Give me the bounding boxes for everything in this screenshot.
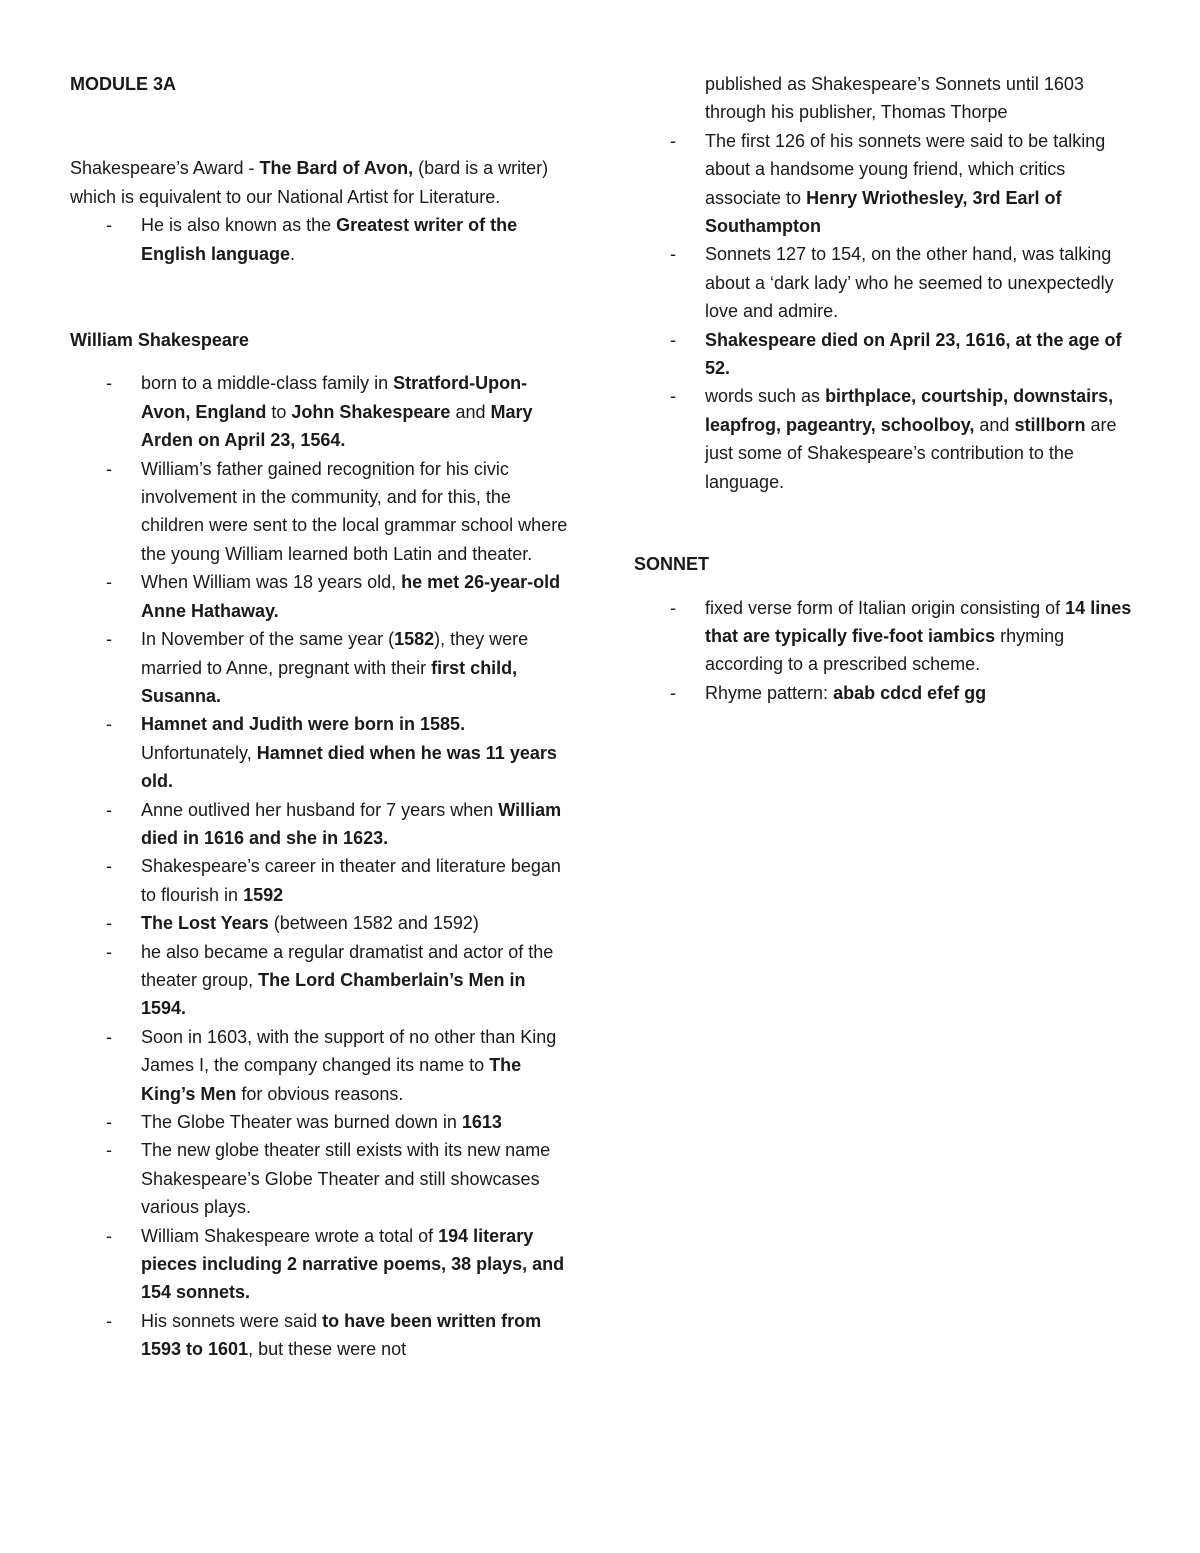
text-run: for obvious reasons. xyxy=(236,1083,404,1104)
text-run: Anne outlived her husband for 7 years when xyxy=(141,799,499,820)
bold-text: Mary Arden on April 23, 1564. xyxy=(141,401,533,451)
list-item xyxy=(634,326,1134,383)
text-run: Unfortunately, xyxy=(141,742,257,763)
list-item xyxy=(70,455,570,569)
list-item xyxy=(70,625,570,710)
list-item xyxy=(70,909,570,937)
text-run: Shakespeare’s career in theater and literature began to flourish in xyxy=(141,856,561,905)
bold-text: 194 literary pieces including 2 narrative poems, 38 plays, and 154 sonnets. xyxy=(141,1225,565,1303)
text-run: fixed verse form of Italian origin consisting of xyxy=(705,597,1066,618)
text-run: , but these were not xyxy=(248,1339,407,1360)
text-run: (bard is a writer) which is equivalent to our National Artist for Literature. xyxy=(70,158,549,207)
text-run: words such as xyxy=(705,386,826,407)
text-run: Soon in 1603, with the support of no other than King James I, the company changed its name to xyxy=(141,1026,557,1076)
list-item xyxy=(634,679,1134,707)
list-item xyxy=(70,1136,570,1221)
list-item xyxy=(70,1307,570,1364)
list-item xyxy=(634,240,1134,325)
text-run: The Globe Theater was burned down in xyxy=(141,1112,462,1132)
text-run: and xyxy=(974,414,1015,435)
text-run: ), they were married to Anne, pregnant with their xyxy=(141,629,529,678)
bold-text: stillborn xyxy=(1014,414,1086,435)
bold-text: he met 26-year-old Anne Hathaway. xyxy=(141,572,561,621)
left-column xyxy=(70,70,570,1364)
list-item xyxy=(634,382,1134,496)
text-run: He is also known as the xyxy=(141,215,337,236)
bold-text: Hamnet died when he was 11 years old. xyxy=(141,742,557,792)
text-run: William’s father gained recognition for his civic involvement in the community, and for this, the children were sent to the local grammar school where the young William learned both Latin and theater. xyxy=(141,458,568,564)
text-run: (between 1582 and 1592) xyxy=(268,913,479,934)
text-run: When William was 18 years old, xyxy=(141,572,402,593)
bold-text: Stratford-Upon-Avon, England xyxy=(141,373,528,422)
bold-text: first child, Susanna. xyxy=(141,657,518,706)
list-item xyxy=(70,568,570,625)
bold-text: Henry Wriothesley, 3rd Earl of Southampton xyxy=(705,187,1062,237)
right-column xyxy=(634,70,1134,707)
bold-text: 1582 xyxy=(394,629,435,650)
section-heading-william-shakespeare: William Shakespeare xyxy=(70,330,249,351)
intro-paragraph xyxy=(70,154,570,211)
bold-text: Hamnet and Judith were born in 1585. xyxy=(141,714,466,735)
bold-text: The Lord Chamberlain’s Men in 1594. xyxy=(141,969,526,1019)
text-run: to xyxy=(266,401,292,422)
text-run: William Shakespeare wrote a total of xyxy=(141,1225,439,1246)
module-title: MODULE 3A xyxy=(70,74,177,94)
bold-text: birthplace, courtship, downstairs, leapfrog, pageantry, schoolboy, xyxy=(705,386,1114,435)
text-run: born to a middle-class family in xyxy=(141,373,394,394)
text-run: and xyxy=(450,401,491,422)
list-item xyxy=(70,852,570,909)
bold-text: John Shakespeare xyxy=(291,401,451,422)
list-item xyxy=(70,796,570,853)
list-item xyxy=(70,1108,570,1136)
text-run: In November of the same year ( xyxy=(141,629,395,650)
list-item xyxy=(70,938,570,1023)
bold-text: 1592 xyxy=(243,884,284,905)
list-item xyxy=(70,211,570,268)
list-item xyxy=(70,369,570,454)
text-run: Sonnets 127 to 154, on the other hand, was talking about a ‘dark lady’ who he seemed to unexpectedly love and admire. xyxy=(705,244,1114,322)
bold-text: Shakespeare died on April 23, 1616, at the age of 52. xyxy=(705,329,1122,379)
text-run: His sonnets were said xyxy=(141,1310,323,1331)
intro-bullet-list xyxy=(70,211,570,268)
bold-text: Greatest writer of the English language xyxy=(141,215,518,264)
list-item xyxy=(634,127,1134,241)
bold-text: William died in 1616 and she in 1623. xyxy=(141,799,562,848)
bold-text: The King’s Men xyxy=(141,1055,522,1104)
list-item xyxy=(634,594,1134,679)
list-item xyxy=(70,1023,570,1108)
bold-text: 14 lines that are typically five-foot iambics xyxy=(705,597,1132,646)
text-run: . xyxy=(290,243,296,264)
list-item xyxy=(70,1222,570,1307)
shakespeare-bullet-list xyxy=(70,369,570,1363)
bold-text: The Lost Years xyxy=(141,913,269,934)
shakespeare-continued-bullet-list xyxy=(634,70,1134,496)
text-run: published as Shakespeare’s Sonnets until 1603 through his publisher, Thomas Thorpe xyxy=(705,74,1084,123)
text-run: The new globe theater still exists with its new name Shakespeare’s Globe Theater and still showcases various plays. xyxy=(141,1140,551,1218)
sonnet-bullet-list xyxy=(634,594,1134,708)
text-run: Shakespeare’s Award - xyxy=(70,158,260,179)
bold-text: to have been written from 1593 to 1601 xyxy=(141,1310,542,1360)
text-run: he also became a regular dramatist and actor of the theater group, xyxy=(141,941,554,990)
text-run: The first 126 of his sonnets were said to be talking about a handsome young friend, which critics associate to xyxy=(705,130,1106,208)
bold-text: abab cdcd efef gg xyxy=(833,682,987,703)
text-run: Rhyme pattern: xyxy=(705,682,834,703)
text-run: rhyming according to a prescribed scheme. xyxy=(705,625,1065,675)
text-run: are just some of Shakespeare’s contribution to the language. xyxy=(705,414,1117,492)
list-item xyxy=(634,70,1134,127)
section-heading-sonnet: SONNET xyxy=(634,554,710,575)
bold-text: 1613 xyxy=(461,1112,502,1132)
bold-text: The Bard of Avon, xyxy=(259,158,414,179)
list-item xyxy=(70,710,570,795)
